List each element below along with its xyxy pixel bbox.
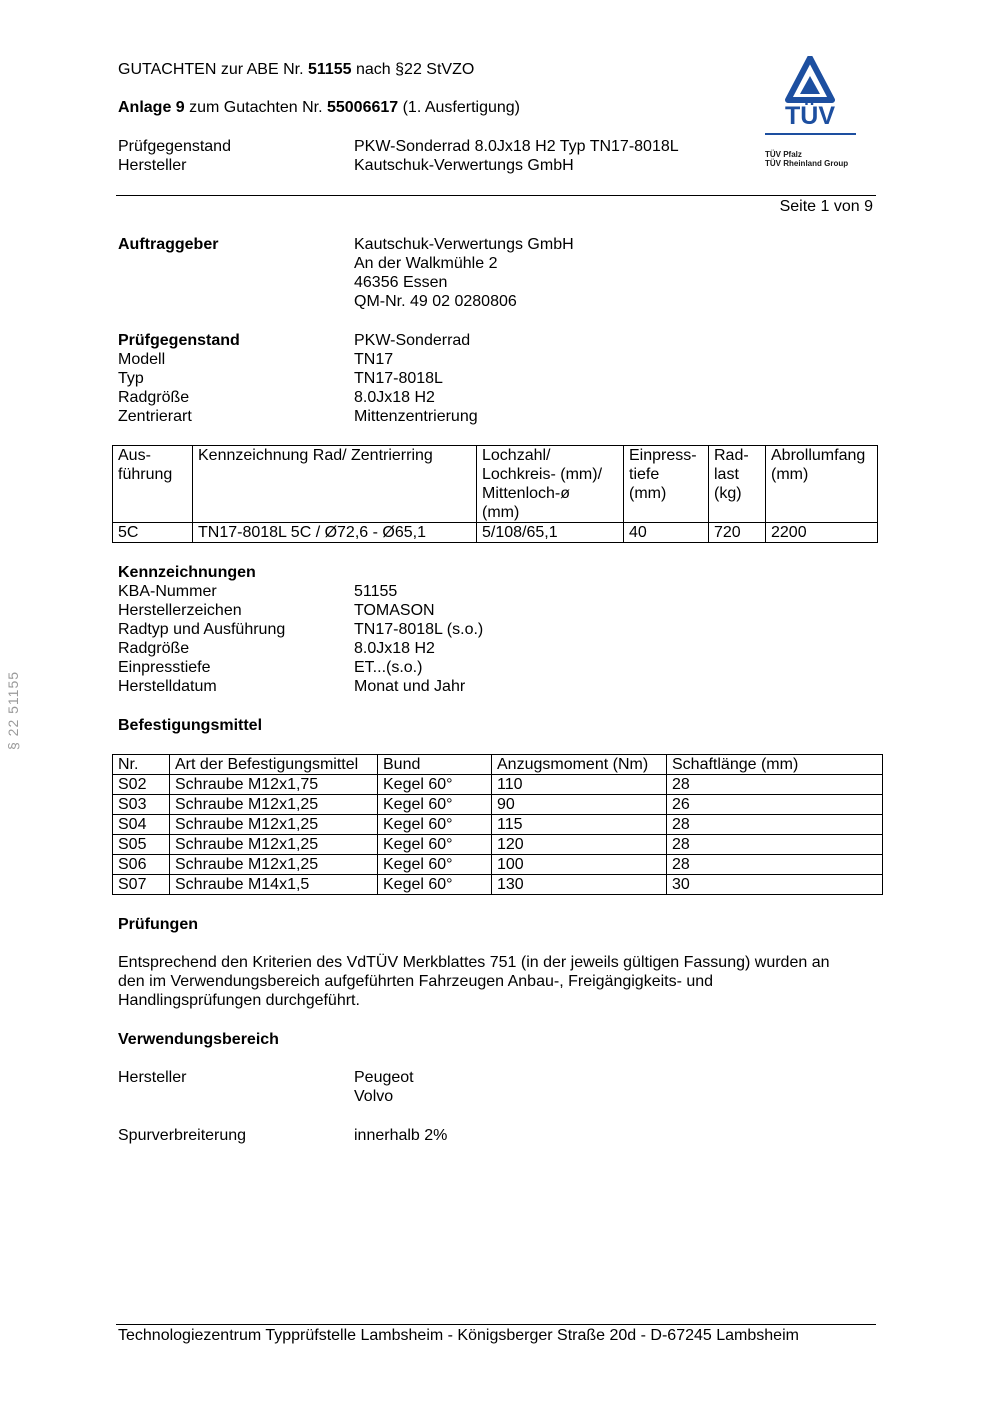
client-address: Kautschuk-Verwertungs GmbH An der Walkmühle 2 46356 Essen QM-Nr. 49 02 0280806 [354, 236, 574, 310]
annex-line: Anlage 9 zum Gutachten Nr. 55006617 (1. Ausfertigung) [118, 99, 520, 116]
table-row: S06 Schraube M12x1,25 Kegel 60° 100 28 [113, 855, 883, 875]
subject-heading: Prüfgegenstand [118, 332, 240, 349]
header-subject-value: PKW-Sonderrad 8.0Jx18 H2 Typ TN17-8018L [354, 138, 679, 155]
header-divider [116, 195, 876, 196]
fasteners-table-header: Nr. Art der Befestigungsmittel Bund Anzugsmoment (Nm) Schaftlänge (mm) [113, 755, 883, 775]
header-subject-label: Prüfgegenstand [118, 138, 231, 155]
footer-divider [116, 1324, 876, 1325]
table-row: S03 Schraube M12x1,25 Kegel 60° 90 26 [113, 795, 883, 815]
page-number: Seite 1 von 9 [779, 198, 873, 215]
table-header-cell: Lochzahl/ Lochkreis- (mm)/ Mittenloch-ø (mm) [477, 446, 624, 523]
subject-heading-value: PKW-Sonderrad [354, 332, 471, 349]
table-header-cell: Rad- last (kg) [709, 446, 766, 523]
wheel-table-header [113, 446, 878, 523]
tuv-sub2: TÜV Rheinland Group [765, 159, 849, 168]
footer-text: Technologiezentrum Typprüfstelle Lambsheim - Königsberger Straße 20d - D-67245 Lambsheim [118, 1327, 799, 1344]
header-maker-label: Hersteller [118, 157, 187, 174]
tests-paragraph: Entsprechend den Kriterien des VdTÜV Merkblattes 751 (in der jeweils gültigen Fassung) wurden an den im Verwendungsbereich aufgeführten Fahrzeugen Anbau-, Freigängigkeits- und Handlingsprüfungen durchgeführt. [118, 954, 830, 1009]
usage-maker-list [354, 1068, 414, 1106]
fasteners-heading: Befestigungsmittel [118, 717, 263, 734]
usage-maker-label: Hersteller [118, 1069, 187, 1086]
markings-heading: Kennzeichnungen [118, 564, 256, 581]
list-item: Volvo [354, 1088, 394, 1105]
side-margin-text: § 22 51155 [5, 670, 21, 750]
tests-heading: Prüfungen [118, 916, 198, 933]
client-label: Auftraggeber [118, 236, 219, 253]
header-maker-value: Kautschuk-Verwertungs GmbH [354, 157, 574, 174]
table-header-cell: Aus- führung [113, 446, 193, 523]
tuv-brand: TÜV [785, 102, 835, 130]
report-title: GUTACHTEN zur ABE Nr. 51155 nach §22 StVZO [118, 61, 475, 78]
table-row: 5C TN17-8018L 5C / Ø72,6 - Ø65,1 5/108/65,1 40 720 2200 [113, 523, 878, 543]
table-header-cell: Kennzeichnung Rad/ Zentrierring [193, 446, 477, 523]
table-row: S02 Schraube M12x1,75 Kegel 60° 110 28 [113, 775, 883, 795]
tuv-sub1: TÜV Pfalz [765, 150, 802, 159]
tuv-logo [760, 56, 860, 172]
table-row: S04 Schraube M12x1,25 Kegel 60° 115 28 [113, 815, 883, 835]
table-row: S07 Schraube M14x1,5 Kegel 60° 130 30 [113, 875, 883, 895]
fasteners-table [112, 754, 883, 895]
table-header-cell: Einpress- tiefe (mm) [624, 446, 709, 523]
list-item: Peugeot [354, 1069, 414, 1086]
usage-heading: Verwendungsbereich [118, 1031, 279, 1048]
usage-track-value: innerhalb 2% [354, 1127, 448, 1144]
usage-track-label: Spurverbreiterung [118, 1127, 247, 1144]
table-header-cell: Abrollumfang (mm) [766, 446, 878, 523]
table-row: S05 Schraube M12x1,25 Kegel 60° 120 28 [113, 835, 883, 855]
wheel-table [112, 445, 878, 543]
